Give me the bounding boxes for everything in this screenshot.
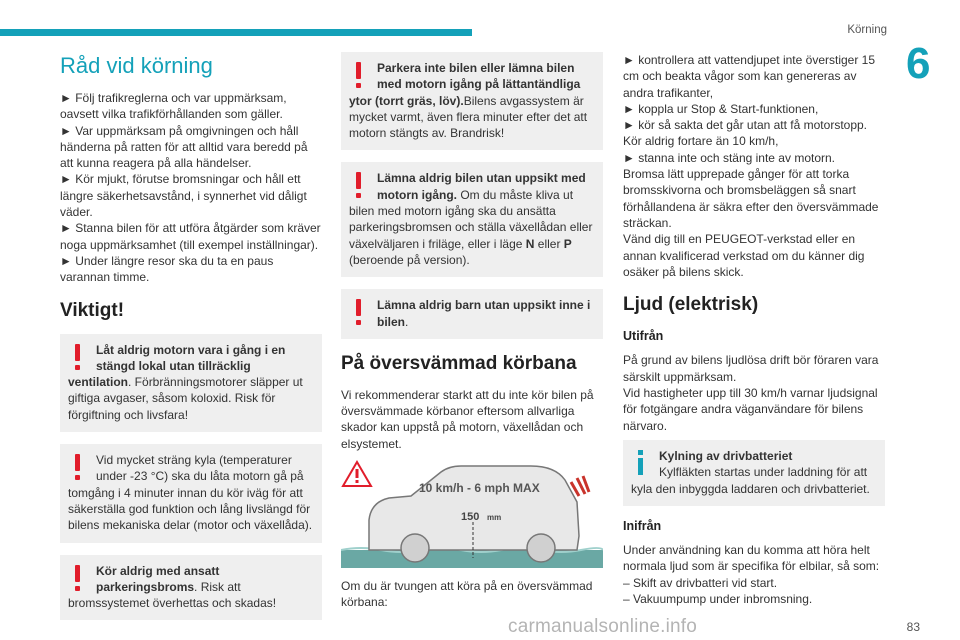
column-2 — [341, 52, 603, 611]
warning-text: . Risk att bromssystemet överhettas och skadas! — [68, 579, 277, 611]
intro-list — [60, 90, 322, 286]
outside-text-2: Vid hastigheter upp till 30 km/h varnar ljudsignal för fotgängare andra väganvändare för bilens närvaro. — [623, 386, 878, 433]
after-figure-text: Om du är tvungen att köra på en översvämmad körbana: — [341, 579, 593, 610]
intro-item: ► Följ trafikreglerna och var uppmärksam, oavsett vilka trafikförhållanden som gäller. — [60, 91, 287, 122]
warning-text: . — [405, 314, 409, 329]
info-bold: Kylning av drivbatteriet — [659, 448, 793, 463]
warning-box — [341, 162, 603, 277]
warning-icon — [68, 563, 90, 595]
warning-icon — [349, 60, 371, 92]
warning-icon — [68, 342, 90, 374]
flood-step: ► kontrollera att vattendjupet inte överstiger 15 cm och beakta vågor som kan genereras av andra trafikanter, — [623, 53, 876, 100]
inside-item: – Vakuumpump under inbromsning. — [623, 592, 813, 607]
warning-box — [60, 334, 322, 432]
column-3 — [623, 52, 885, 607]
warning-bold: Lämna aldrig barn utan uppsikt inne i bilen — [377, 298, 591, 329]
warning-bold: Kör aldrig med ansatt parkeringsbroms — [96, 563, 220, 594]
motion-lines — [571, 476, 589, 496]
warning-text: Om du måste kliva ut bilen med motorn igång ska du ansätta parkeringsbromsen och ställa växellådan eller växelväljaren i friläge, eller i läge — [349, 187, 593, 251]
flood-illustration — [341, 458, 603, 568]
top-accent-bar — [0, 29, 472, 36]
intro-item: ► Var uppmärksam på omgivningen och håll händerna på ratten för att alltid vara beredd på att kunna reagera på alla händelser. — [60, 123, 308, 171]
workshop-text: Vänd dig till en PEUGEOT-verkstad eller en annan kvalificerad verkstad om du känner dig osäker på bilens skick. — [623, 232, 865, 279]
front-wheel — [401, 534, 429, 562]
watermark: carmanualsonline.info — [508, 616, 698, 637]
flood-after-text: Bromsa lätt upprepade gånger för att torka bromsskivorna och bromsbeläggen så snart förhållandena är säkra efter den översvämmade sträckan. — [623, 167, 879, 230]
page-number: 83 — [906, 620, 920, 634]
warning-box — [341, 52, 603, 150]
section-header: Körning — [847, 24, 887, 36]
intro-item: ► Kör mjukt, förutse bromsningar och håll ett längre säkerhetsavstånd, i synnerhet vid dåligt väder. — [60, 172, 307, 220]
info-box — [623, 440, 885, 506]
warning-text: . Förbränningsmotorer släpper ut giftiga avgaser, såsom koloxid. Risk för förgiftning och livsfara! — [68, 375, 303, 422]
column-1 — [60, 52, 322, 632]
page-title: Råd vid körning — [60, 53, 213, 78]
warning-icon — [349, 170, 371, 202]
flood-step: ► koppla ur Stop & Start-funktionen, — [623, 101, 819, 116]
sound-heading: Ljud (elektrisk) — [623, 294, 759, 316]
warning-box — [60, 555, 322, 621]
intro-item: ► Under längre resor ska du ta en paus varannan timme. — [60, 253, 274, 285]
important-heading: Viktigt! — [60, 299, 125, 321]
warning-text: Bilens avgassystem är mycket varmt, även flera minuter efter det att motorn stängts av. Brandrisk! — [349, 93, 588, 141]
inside-heading: Inifrån — [623, 518, 662, 533]
intro-item: ► Stanna bilen för att utföra åtgärder som kräver noga uppmärksamhet (till exempel inställningar). — [60, 221, 321, 252]
warning-box — [341, 289, 603, 339]
inside-text: Under användning kan du komma att höra helt normala ljud som är specifika för elbilar, så som: — [623, 543, 880, 574]
warning-text: Vid mycket sträng kyla (temperaturer under -23 °C) ska du låta motorn gå på tomgång i 4 minuter innan du kör iväg för att säkerställa god funktion och lång livslängd för bilens mekaniska delar (motor och växellåda). — [68, 453, 313, 533]
flood-heading: På översvämmad körbana — [341, 352, 577, 374]
gear-n: N — [525, 236, 535, 251]
gear-p: P — [563, 236, 572, 251]
warning-bold: Låt aldrig motorn vara i gång i en stängd lokal utan tillräcklig ventilation — [68, 342, 286, 390]
depth-value: 150 — [461, 511, 480, 524]
rear-wheel — [527, 534, 555, 562]
depth-unit: mm — [487, 513, 502, 523]
warning-bold: Lämna aldrig bilen utan uppsikt med motorn igång. — [377, 171, 586, 202]
speed-label: 10 km/h - 6 mph MAX — [419, 481, 540, 496]
warning-text: eller — [534, 236, 564, 251]
flood-steps — [623, 52, 885, 166]
warning-icon — [349, 297, 371, 329]
outside-heading: Utifrån — [623, 329, 664, 344]
warning-bold: Parkera inte bilen eller lämna bilen med motorn igång på lättantändliga ytor (torrt gräs, löv). — [349, 61, 581, 108]
warning-icon — [68, 452, 90, 484]
flood-text: Vi rekommenderar starkt att du inte kör bilen på översvämmade körbanor eftersom allvarliga skador kan uppstå på motorn, växellådan och elsystemet. — [341, 387, 594, 451]
inside-item: – Skift av drivbatteri vid start. — [623, 575, 778, 590]
outside-text: På grund av bilens ljudlösa drift bör föraren vara särskilt uppmärksam. — [623, 353, 879, 384]
chapter-number: 6 — [906, 39, 931, 88]
flood-step: ► stanna inte och stäng inte av motorn. — [623, 150, 835, 165]
warning-text: (beroende på version). — [349, 252, 470, 267]
info-text: Kylfläkten startas under laddning för att kyla den inbyggda laddaren och drivbatteriet. — [631, 465, 870, 496]
info-icon — [631, 448, 653, 480]
flood-step: ► kör så sakta det går utan att få motorstopp. Kör aldrig fortare än 10 km/h, — [623, 118, 868, 149]
warning-box — [60, 444, 322, 542]
